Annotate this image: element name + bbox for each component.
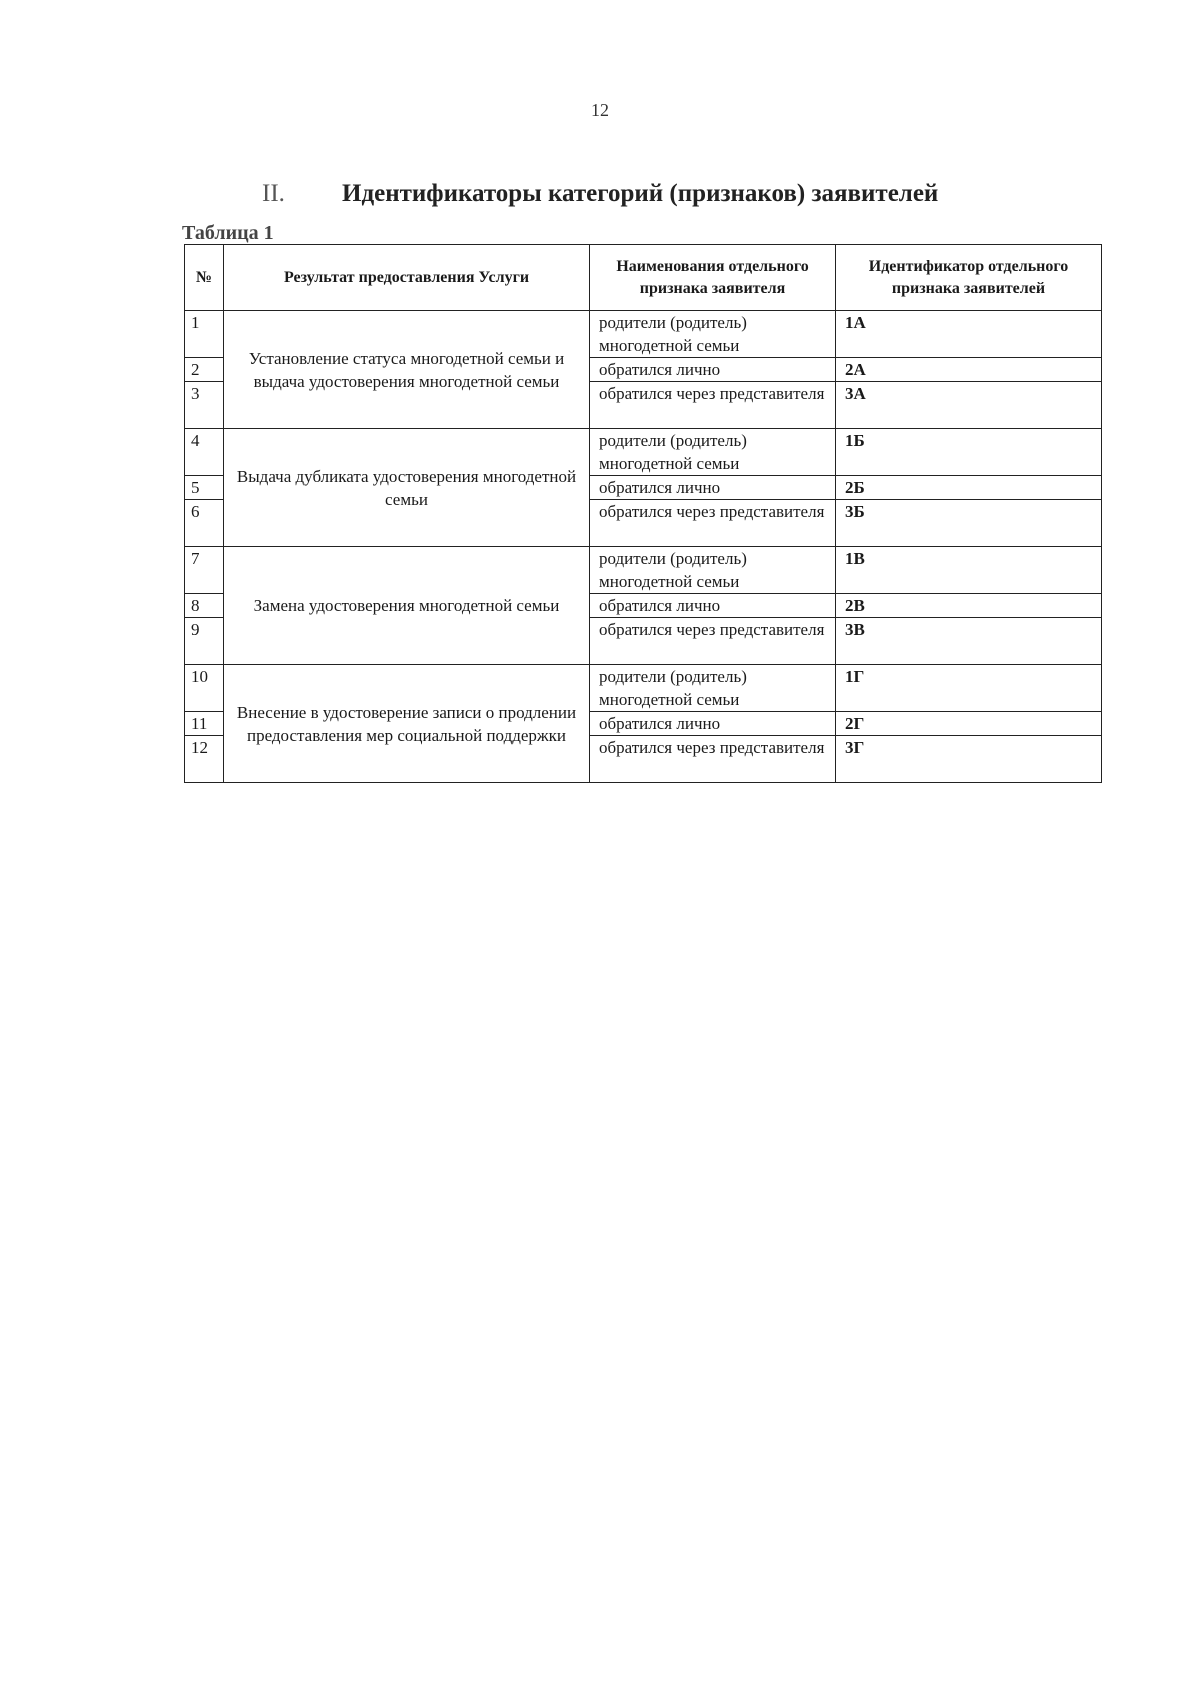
page-number: 12 <box>591 100 609 120</box>
service-result-cell: Замена удостоверения многодетной семьи <box>224 547 590 665</box>
applicant-feature-cell: родители (родитель) многодетной семьи <box>590 547 836 594</box>
identifier-cell: 2В <box>836 594 1102 618</box>
header-feature: Наименования отдельного признака заявителя <box>590 245 836 311</box>
table-header-row <box>185 245 1102 311</box>
row-number: 1 <box>185 311 224 358</box>
section-number: II. <box>262 180 285 207</box>
section-heading <box>262 180 938 208</box>
table-row <box>185 665 1102 712</box>
service-result-cell: Установление статуса многодетной семьи и выдача удостоверения многодетной семьи <box>224 311 590 429</box>
identifier-cell: 2Б <box>836 476 1102 500</box>
identifier-cell: 1Б <box>836 429 1102 476</box>
applicant-feature-cell: обратился лично <box>590 712 836 736</box>
service-result-cell: Внесение в удостоверение записи о продлении предоставления мер социальной поддержки <box>224 665 590 783</box>
header-num: № <box>185 245 224 311</box>
row-number: 5 <box>185 476 224 500</box>
applicant-feature-cell: обратился лично <box>590 358 836 382</box>
row-number: 11 <box>185 712 224 736</box>
applicant-feature-cell: обратился лично <box>590 476 836 500</box>
row-number: 2 <box>185 358 224 382</box>
row-number: 10 <box>185 665 224 712</box>
applicant-feature-cell: обратился через представителя <box>590 736 836 783</box>
row-number: 9 <box>185 618 224 665</box>
identifier-cell: 3Б <box>836 500 1102 547</box>
row-number: 7 <box>185 547 224 594</box>
applicant-feature-cell: родители (родитель) многодетной семьи <box>590 311 836 358</box>
applicant-feature-cell: обратился через представителя <box>590 618 836 665</box>
service-result-cell: Выдача дубликата удостоверения многодетной семьи <box>224 429 590 547</box>
identifier-cell: 1В <box>836 547 1102 594</box>
row-number: 4 <box>185 429 224 476</box>
identifier-cell: 3Г <box>836 736 1102 783</box>
header-identifier: Идентификатор отдельного признака заявителей <box>836 245 1102 311</box>
row-number: 8 <box>185 594 224 618</box>
row-number: 12 <box>185 736 224 783</box>
row-number: 3 <box>185 382 224 429</box>
section-title: Идентификаторы категорий (признаков) заявителей <box>342 180 939 207</box>
identifier-cell: 1А <box>836 311 1102 358</box>
header-result: Результат предоставления Услуги <box>224 245 590 311</box>
table-row <box>185 429 1102 476</box>
table-row <box>185 311 1102 358</box>
applicant-feature-cell: обратился лично <box>590 594 836 618</box>
identifier-cell: 1Г <box>836 665 1102 712</box>
table-row <box>185 547 1102 594</box>
applicant-categories-table <box>184 244 1102 783</box>
identifier-cell: 2Г <box>836 712 1102 736</box>
applicant-feature-cell: родители (родитель) многодетной семьи <box>590 429 836 476</box>
applicant-feature-cell: обратился через представителя <box>590 382 836 429</box>
identifier-cell: 3В <box>836 618 1102 665</box>
identifier-cell: 3А <box>836 382 1102 429</box>
applicant-feature-cell: обратился через представителя <box>590 500 836 547</box>
identifier-cell: 2А <box>836 358 1102 382</box>
table-caption: Таблица 1 <box>182 222 274 244</box>
applicant-feature-cell: родители (родитель) многодетной семьи <box>590 665 836 712</box>
row-number: 6 <box>185 500 224 547</box>
